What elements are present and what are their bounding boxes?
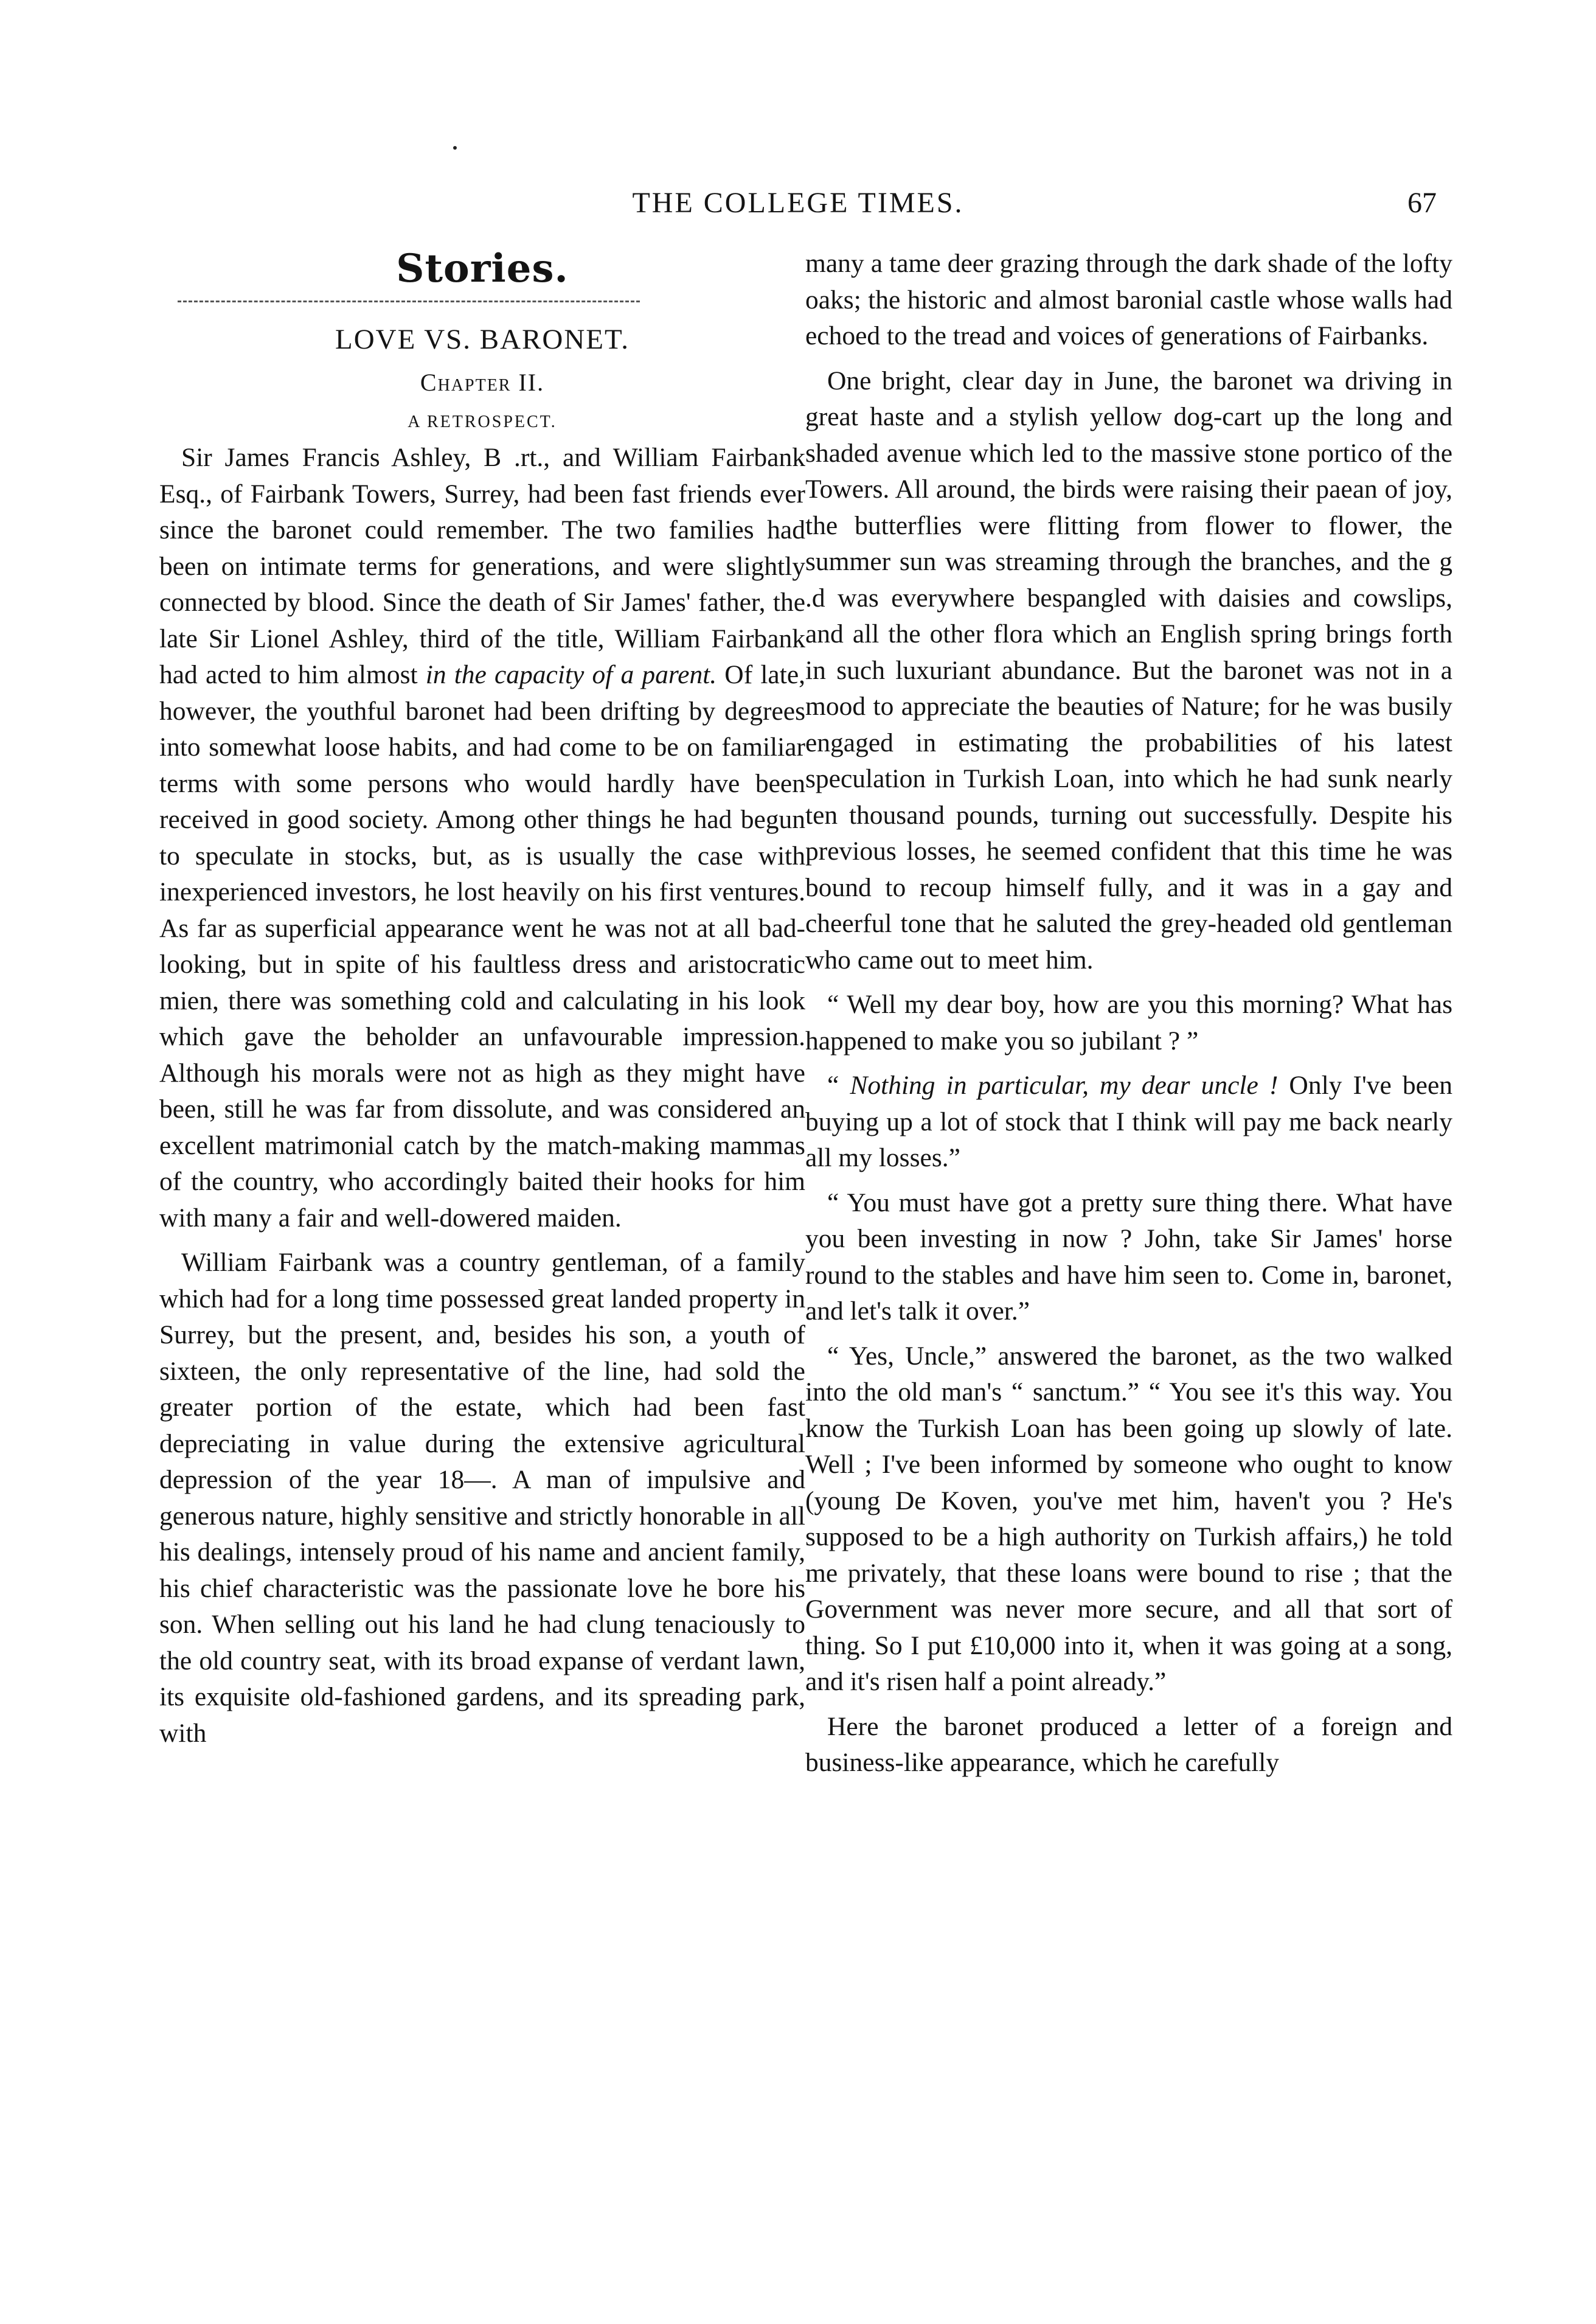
page-number: 67 [1407, 187, 1437, 219]
dialogue-paragraph: “ Yes, Uncle,” answered the baronet, as the two walked into the old man's “ sanctum.” “ You see it's this way. You know the Turkish Loan has been going up slowly of late. Well ; I've been informed by someone who ought to know (young De Koven, you've met him, haven't you ? He's supposed to be a high authority on Turkish affairs,) he told me privately, that these loans were bound to rise ; that the Government was never more secure, and all that sort of thing. So I put £10,000 into it, when it was going at a song, and it's risen half a point already.” [805, 1341, 1452, 1696]
running-title: THE COLLEGE TIMES. [632, 187, 964, 219]
dialogue-paragraph: “ Well my dear boy, how are you this morning? What has happened to make you so jubilant ? ” [805, 990, 1452, 1056]
paragraph: Here the baronet produced a letter of a foreign and business-like appearance, which he carefully [805, 1711, 1452, 1777]
paragraph-text: Only I've been buying up a lot of stock that I think will pay me back nearly all my losses.” [805, 1071, 1453, 1172]
section-divider [178, 301, 640, 310]
dialogue-paragraph [805, 1068, 1452, 1177]
italic-text: in the capacity of a parent. [425, 660, 717, 689]
paragraph: One bright, clear day in June, the baronet wa driving in great haste and a stylish yellow dog-cart up the long and shaded avenue which led to the massive stone portico of the Towers. All around, the birds were raising their paean of joy, the butterflies were flitting from flower to flower, the summer sun was streaming through the branches, and the g .d was everywhere bespangled with daisies and cowslips, and all the other flora which an English spring brings forth in such luxuriant abundance. But the baronet was not in a mood to appreciate the beauties of Nature; for he was busily engaged in estimating the probabilities of his latest speculation in Turkish Loan, into which he had sunk nearly ten thousand pounds, turning out successfully. Despite his previous losses, he seemed confident that this time he was bound to recoup himself fully, and it was in a gay and cheerful tone that he saluted the grey-headed old gentleman who came out to meet him. [805, 366, 1452, 975]
left-column [159, 245, 805, 1760]
running-head [159, 186, 1437, 229]
paragraph-text: Sir James Francis Ashley, B .rt., and William Fairbank Esq., of Fairbank Towers, Surrey, had been fast friends ever since the baronet could remember. The two families had been on intimate terms for generations, and were slightly connected by blood. Since the death of Sir James' father, the late Sir Lionel Ashley, third of the title, William Fairbank had acted to him almost [159, 443, 805, 689]
paragraph-text: “ [827, 1071, 850, 1100]
print-speck [453, 146, 457, 150]
paragraph [159, 440, 805, 1236]
paragraph-text: Of late, however, the youthful baronet had been drifting by degrees into somewhat loose habits, and had come to be on familiar terms with some persons who would hardly have been received in good society. Among other things he had begun to speculate in stocks, but, as is usually the case with inexperienced investors, he lost heavily on his first ventures. As far as superficial appearance went he was not at all bad-looking, but in spite of his faultless dress and aristocratic mien, there was something cold and calculating in his look which gave the beholder an unfavourable impression. Although his morals were not as high as they might have been, still he was far from dissolute, and was considered an excellent matrimonial catch by the match-making mammas of the country, who accordingly baited their hooks for him with many a fair and well-dowered maiden. [159, 660, 806, 1233]
paragraph-continued: many a tame deer grazing through the dark shade of the lofty oaks; the historic and almost baronial castle whose walls had echoed to the tread and voices of generations of Fairbanks. [805, 249, 1452, 350]
right-column [805, 246, 1452, 1790]
chapter-heading: Chapter II. [420, 369, 545, 396]
story-title: LOVE VS. BARONET. [335, 324, 630, 355]
paragraph: William Fairbank was a country gentleman, of a family which had for a long time possessed great landed property in Surrey, but the present, and, besides his son, a youth of sixteen, the only representative of the line, had sold the greater portion of the estate, which had been fast depreciating in value during the extensive agricultural depression of the year 18—. A man of impulsive and generous nature, highly sensitive and strictly honorable in all his dealings, intensely proud of his name and ancient family, his chief characteristic was the passionate love he bore his son. When selling out his land he had clung tenaciously to the old country seat, with its broad expanse of verdant lawn, its exquisite old-fashioned gardens, and its spreading park, with [159, 1248, 805, 1748]
italic-text: Nothing in particular, my dear uncle ! [850, 1071, 1279, 1100]
dialogue-paragraph: “ You must have got a pretty sure thing there. What have you been investing in now ? John, take Sir James' horse round to the stables and have him seen to. Come in, baronet, and let's talk it over.” [805, 1188, 1452, 1326]
chapter-subheading: A RETROSPECT. [408, 412, 557, 431]
section-heading: Stories. [396, 246, 569, 291]
